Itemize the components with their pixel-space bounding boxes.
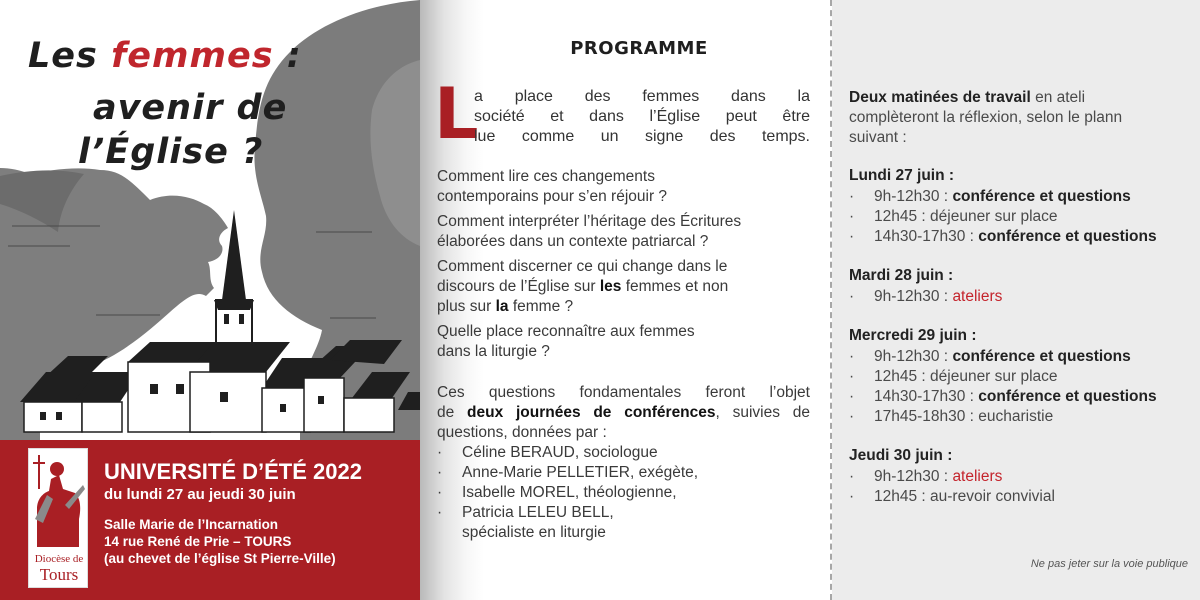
questions-list (437, 167, 817, 367)
question-4: Quelle place reconnaître aux femmes dans la liturgie ? (437, 323, 695, 360)
speakers-list (437, 443, 817, 543)
list-item: · 14h30-17h30 : conférence et questions (849, 228, 1157, 245)
day-schedule-thursday (849, 467, 1055, 507)
list-item: · 9h-12h30 : ateliers (849, 288, 1003, 305)
university-dates: du lundi 27 au jeudi 30 juin (104, 486, 296, 503)
list-item: · Isabelle MOREL, théologienne, (437, 484, 677, 501)
address-line-2: 14 rue René de Prie – TOURS (104, 534, 292, 549)
day-heading-monday: Lundi 27 juin : (849, 167, 955, 184)
intro-line-2: société et dans l’Église peut être (474, 108, 810, 125)
list-item: · Céline BERAUD, sociologue (437, 444, 658, 461)
logo-text-diocese: Diocèse de (34, 553, 84, 565)
list-item: · Patricia LELEU BELL, spécialiste en liturgie (437, 504, 614, 541)
address-line-3: (au chevet de l’église St Pierre-Ville) (104, 551, 336, 566)
list-item: · Anne-Marie PELLETIER, exégète, (437, 464, 699, 481)
list-item: · 14h30-17h30 : conférence et questions (849, 388, 1157, 405)
schedule-intro: Deux matinées de travail en ateli complèteront la réflexion, selon le plann suivant : (849, 89, 1123, 146)
question-1: Comment lire ces changements contemporains pour s’en réjouir ? (437, 168, 668, 205)
list-item: · 9h-12h30 : ateliers (849, 468, 1003, 485)
address-line-1: Salle Marie de l’Incarnation (104, 517, 279, 532)
drop-cap-letter: L (434, 73, 479, 155)
day-schedule-tuesday (849, 287, 1002, 307)
cover-panel (0, 0, 420, 600)
day-heading-wednesday: Mercredi 29 juin : (849, 327, 977, 344)
list-item: · 9h-12h30 : conférence et questions (849, 348, 1131, 365)
list-item: · 12h45 : au-revoir convivial (849, 488, 1055, 505)
day-schedule-monday (849, 187, 1157, 247)
program-title: PROGRAMME (570, 38, 708, 59)
logo-text-tours: Tours (39, 565, 79, 584)
list-item: · 9h-12h30 : conférence et questions (849, 188, 1131, 205)
day-heading-thursday: Jeudi 30 juin : (849, 447, 953, 464)
cover-title-line-2: avenir de (93, 88, 288, 128)
university-title: UNIVERSITÉ D’ÉTÉ 2022 (104, 459, 362, 484)
intro-line-3: lue comme un signe des temps. (474, 128, 810, 145)
cover-title-line-3: l’Église ? (78, 132, 264, 172)
diocese-logo (28, 448, 88, 588)
day-heading-tuesday: Mardi 28 juin : (849, 267, 954, 284)
question-2: Comment interpréter l’héritage des Écritures élaborées dans un contexte patriarcal ? (437, 213, 742, 250)
question-3: Comment discerner ce qui change dans le discours de l’Église sur les femmes et non plus sur la femme ? (437, 258, 729, 315)
day-schedule-wednesday (849, 347, 1157, 427)
list-item: · 12h45 : déjeuner sur place (849, 368, 1058, 385)
intro-line-1: a place des femmes dans la (474, 88, 810, 105)
cover-title-line-1: Les femmes : (28, 36, 302, 76)
schedule-panel (832, 0, 1200, 600)
saint-martin-icon (29, 449, 89, 551)
program-panel (420, 0, 828, 600)
footer-note: Ne pas jeter sur la voie publique (1030, 558, 1188, 570)
list-item: · 12h45 : déjeuner sur place (849, 208, 1058, 225)
list-item: · 17h45-18h30 : eucharistie (849, 408, 1054, 425)
conferences-paragraph: Ces questions fondamentales feront l’objet de deux journées de conférences, suivies de questions, données par : (437, 384, 810, 441)
